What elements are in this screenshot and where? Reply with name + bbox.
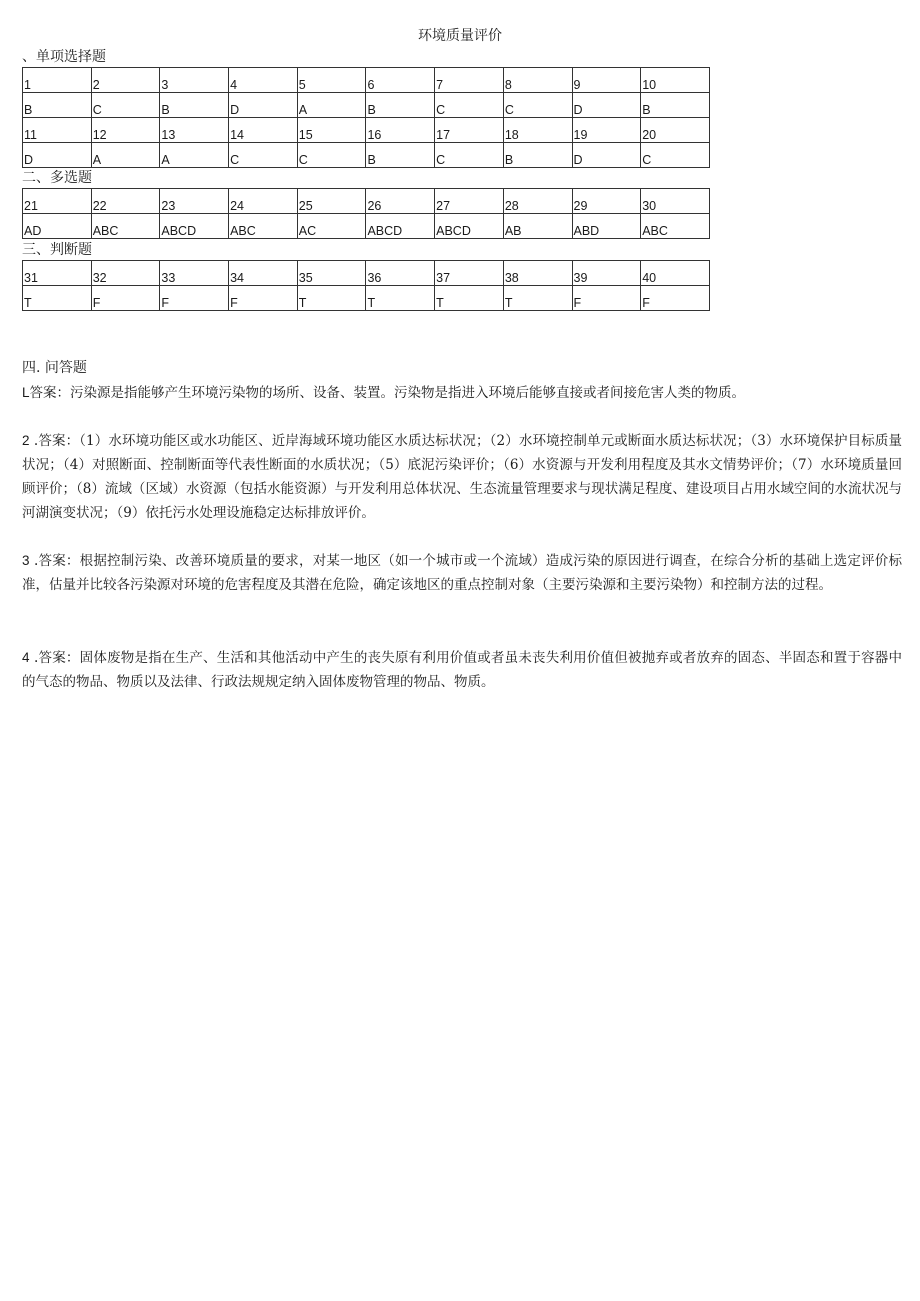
question-number-cell: 35 xyxy=(297,261,366,286)
question-number-cell: 20 xyxy=(641,118,710,143)
answer-cell: B xyxy=(503,143,572,168)
question-number-cell: 13 xyxy=(160,118,229,143)
question-number-cell: 26 xyxy=(366,189,435,214)
question-number-cell: 7 xyxy=(435,68,504,93)
question-number-cell: 1 xyxy=(23,68,92,93)
qa-answer-4 xyxy=(22,646,902,694)
qa-answer-text: .答案：（1）水环境功能区或水功能区、近岸海域环境功能区水质达标状况；（2）水环境控制单元或断面水质达标状况；（3）水环境保护目标质量状况；（4）对照断面、控制断面等代表性断面的水质状况；（5）底泥污染评价；（6）水资源与开发利用程度及其水文情势评价；（7）水环境质量回顾评价；（8）流域（区域）水资源（包括水能资源）与开发利用总体状况、生态流量管理要求与现状满足程度、建设项目占用水域空间的水流状况与河湖演变状况；（9）依托污水处理设施稳定达标排放评价。 xyxy=(22,433,902,521)
answer-cell: C xyxy=(297,143,366,168)
question-number-cell: 23 xyxy=(160,189,229,214)
answer-cell: T xyxy=(503,286,572,311)
answer-cell: B xyxy=(23,93,92,118)
answer-cell: C xyxy=(229,143,298,168)
question-number-cell: 9 xyxy=(572,68,641,93)
answer-cell: B xyxy=(641,93,710,118)
true-false-answer-table xyxy=(22,260,710,311)
question-number-cell: 31 xyxy=(23,261,92,286)
question-number-cell: 27 xyxy=(435,189,504,214)
question-number-cell: 18 xyxy=(503,118,572,143)
question-number-cell: 5 xyxy=(297,68,366,93)
question-number-row xyxy=(23,118,710,143)
question-number-cell: 19 xyxy=(572,118,641,143)
question-number-row xyxy=(23,189,710,214)
question-number-cell: 24 xyxy=(229,189,298,214)
answer-cell: C xyxy=(503,93,572,118)
answer-cell: A xyxy=(297,93,366,118)
answer-cell: ABC xyxy=(91,214,160,239)
answer-cell: F xyxy=(641,286,710,311)
question-number-cell: 38 xyxy=(503,261,572,286)
answer-cell: T xyxy=(435,286,504,311)
qa-answer-text: .答案：固体废物是指在生产、生活和其他活动中产生的丧失原有利用价值或者虽未丧失利用价值但被抛弃或者放弃的固态、半固态和置于容器中的气态的物品、物质以及法律、行政法规规定纳入固体废物管理的物品、物质。 xyxy=(22,650,902,690)
answer-cell: B xyxy=(366,143,435,168)
qa-answer-text: .答案：根据控制污染、改善环境质量的要求，对某一地区（如一个城市或一个流域）造成污染的原因进行调查，在综合分析的基础上选定评价标准，估量并比较各污染源对环境的危害程度及其潜在危险，确定该地区的重点控制对象（主要污染源和主要污染物）和控制方法的过程。 xyxy=(22,553,902,593)
answer-cell: ABCD xyxy=(160,214,229,239)
single-choice-answer-table xyxy=(22,67,710,168)
question-number-cell: 14 xyxy=(229,118,298,143)
question-number-cell: 21 xyxy=(23,189,92,214)
answer-cell: D xyxy=(229,93,298,118)
answer-cell: AC xyxy=(297,214,366,239)
answer-cell: T xyxy=(297,286,366,311)
answer-cell: AD xyxy=(23,214,92,239)
multiple-choice-answer-table xyxy=(22,188,710,239)
question-number-cell: 15 xyxy=(297,118,366,143)
answer-cell: F xyxy=(160,286,229,311)
question-number-cell: 3 xyxy=(160,68,229,93)
question-number-cell: 37 xyxy=(435,261,504,286)
question-number-cell: 28 xyxy=(503,189,572,214)
question-number-cell: 25 xyxy=(297,189,366,214)
answer-cell: C xyxy=(435,93,504,118)
answer-cell: F xyxy=(229,286,298,311)
question-number-cell: 2 xyxy=(91,68,160,93)
answer-cell: ABCD xyxy=(435,214,504,239)
answer-cell: A xyxy=(160,143,229,168)
answer-row xyxy=(23,214,710,239)
question-number-cell: 39 xyxy=(572,261,641,286)
question-number-cell: 6 xyxy=(366,68,435,93)
section-heading-qa: 四. 问答题 xyxy=(22,360,87,376)
section-heading-true-false: 三、判断题 xyxy=(22,242,92,258)
answer-row xyxy=(23,143,710,168)
question-number-row xyxy=(23,261,710,286)
answer-row xyxy=(23,286,710,311)
section-heading-single-choice: 、单项选择题 xyxy=(22,49,106,65)
answer-cell: ABC xyxy=(229,214,298,239)
document-title: 环境质量评价 xyxy=(418,28,502,44)
answer-cell: ABCD xyxy=(366,214,435,239)
answer-cell: D xyxy=(572,93,641,118)
answer-cell: T xyxy=(366,286,435,311)
answer-cell: B xyxy=(160,93,229,118)
answer-cell: F xyxy=(91,286,160,311)
answer-cell: ABC xyxy=(641,214,710,239)
qa-answer-number: 3 xyxy=(22,553,30,568)
answer-cell: C xyxy=(91,93,160,118)
question-number-cell: 33 xyxy=(160,261,229,286)
question-number-cell: 10 xyxy=(641,68,710,93)
answer-cell: B xyxy=(366,93,435,118)
answer-cell: D xyxy=(23,143,92,168)
qa-answer-1 xyxy=(22,381,902,405)
answer-cell: D xyxy=(572,143,641,168)
qa-answer-number: 4 xyxy=(22,650,30,665)
qa-answer-number: 2 xyxy=(22,433,30,448)
section-heading-multiple-choice: 二、多选题 xyxy=(22,170,92,186)
question-number-cell: 30 xyxy=(641,189,710,214)
question-number-cell: 32 xyxy=(91,261,160,286)
qa-answer-3 xyxy=(22,549,902,597)
answer-cell: T xyxy=(23,286,92,311)
question-number-cell: 11 xyxy=(23,118,92,143)
answer-cell: C xyxy=(641,143,710,168)
question-number-row xyxy=(23,68,710,93)
qa-answer-number: L xyxy=(22,385,30,400)
question-number-cell: 34 xyxy=(229,261,298,286)
answer-row xyxy=(23,93,710,118)
question-number-cell: 22 xyxy=(91,189,160,214)
answer-cell: AB xyxy=(503,214,572,239)
question-number-cell: 29 xyxy=(572,189,641,214)
answer-cell: F xyxy=(572,286,641,311)
question-number-cell: 4 xyxy=(229,68,298,93)
question-number-cell: 17 xyxy=(435,118,504,143)
answer-cell: ABD xyxy=(572,214,641,239)
answer-cell: C xyxy=(435,143,504,168)
qa-answer-2 xyxy=(22,429,902,525)
qa-answer-text: 答案：污染源是指能够产生环境污染物的场所、设备、装置。污染物是指进入环境后能够直接或者间接危害人类的物质。 xyxy=(29,385,746,401)
question-number-cell: 8 xyxy=(503,68,572,93)
question-number-cell: 12 xyxy=(91,118,160,143)
question-number-cell: 36 xyxy=(366,261,435,286)
question-number-cell: 16 xyxy=(366,118,435,143)
question-number-cell: 40 xyxy=(641,261,710,286)
answer-cell: A xyxy=(91,143,160,168)
